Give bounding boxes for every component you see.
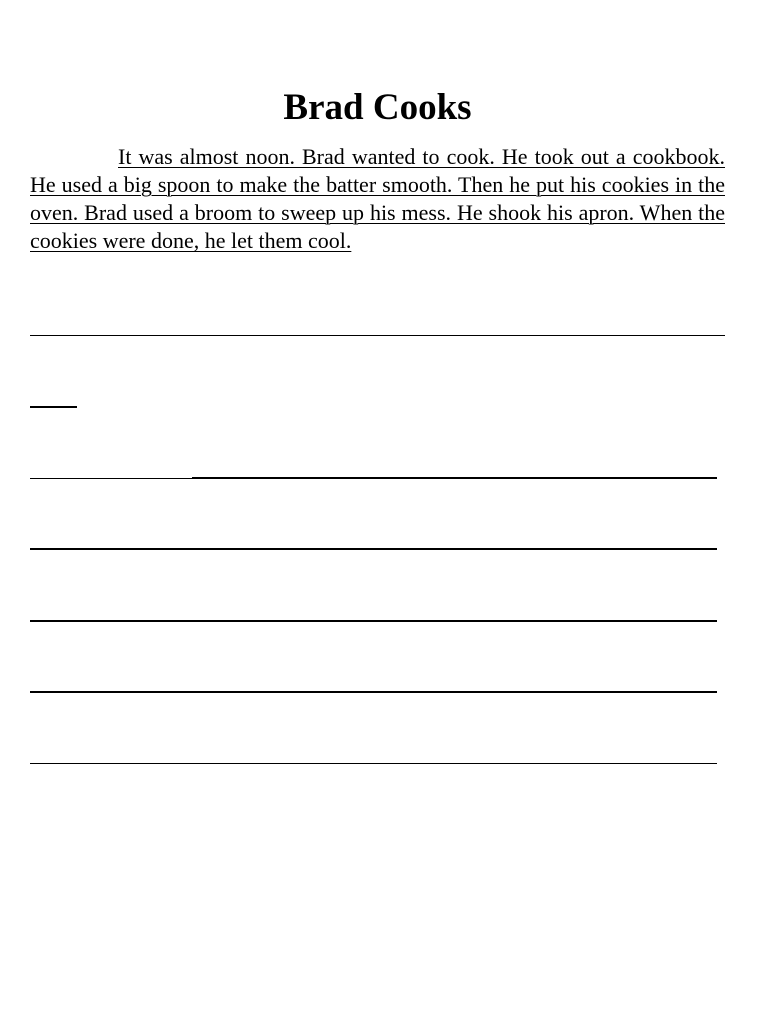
writing-line-2 (30, 406, 77, 408)
writing-line-3-right (192, 477, 717, 479)
writing-line-3-left (30, 478, 192, 479)
writing-line-7 (30, 763, 717, 764)
writing-line-5 (30, 620, 717, 622)
writing-line-4 (30, 548, 717, 550)
page-title: Brad Cooks (283, 87, 472, 128)
writing-line-1 (30, 335, 725, 336)
story-paragraph: It was almost noon. Brad wanted to cook. He took out a cookbook. He used a big spoon to make the batter smooth. Then he put his cookies in the oven. Brad used a broom to sweep up his mess. He shook his apron. When the cookies were done, he let them cool. (30, 144, 725, 253)
writing-line-6 (30, 691, 717, 693)
